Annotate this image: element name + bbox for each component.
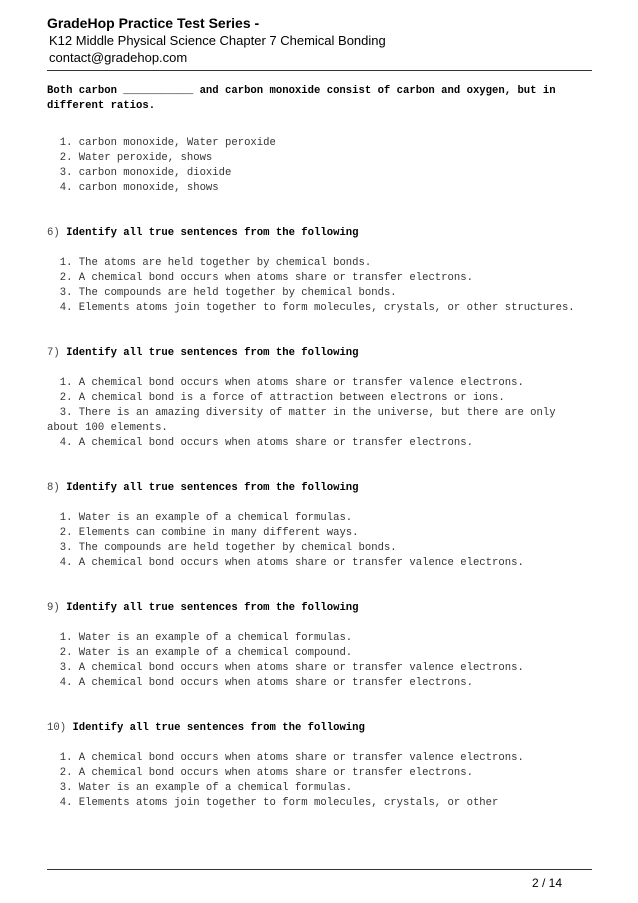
question-options	[47, 631, 592, 691]
option: 2. Water peroxide, shows	[47, 152, 213, 164]
header-email: contact@gradehop.com	[49, 50, 188, 65]
question-number: 9)	[47, 602, 60, 614]
option: 2. A chemical bond is a force of attraction between electrons or ions.	[47, 392, 505, 404]
intro-question	[47, 84, 592, 196]
question-9	[47, 601, 592, 691]
question-heading	[47, 481, 592, 496]
option: 4. A chemical bond occurs when atoms share or transfer electrons.	[47, 437, 473, 449]
option: 4. Elements atoms join together to form molecules, crystals, or other	[47, 797, 499, 809]
intro-options	[47, 136, 592, 196]
intro-question-text: Both carbon ___________ and carbon monoxide consist of carbon and oxygen, but in different ratios.	[47, 85, 556, 112]
option: 3. The compounds are held together by chemical bonds.	[47, 287, 397, 299]
option: 2. Elements can combine in many different ways.	[47, 527, 359, 539]
question-6	[47, 226, 592, 316]
option: 1. carbon monoxide, Water peroxide	[47, 137, 276, 149]
question-heading	[47, 346, 592, 361]
option: 3. Water is an example of a chemical formulas.	[47, 782, 353, 794]
question-options	[47, 376, 592, 451]
page-header	[47, 14, 592, 66]
footer-divider	[47, 869, 592, 870]
option: 3. There is an amazing diversity of matter in the universe, but there are only about 100 elements.	[47, 407, 562, 434]
option: 3. The compounds are held together by chemical bonds.	[47, 542, 397, 554]
question-text: Identify all true sentences from the following	[72, 722, 365, 734]
question-text: Identify all true sentences from the following	[66, 227, 359, 239]
option: 3. A chemical bond occurs when atoms share or transfer valence electrons.	[47, 662, 524, 674]
question-content	[47, 84, 592, 841]
header-subtitle: K12 Middle Physical Science Chapter 7 Chemical Bonding	[49, 33, 386, 48]
option: 4. A chemical bond occurs when atoms share or transfer electrons.	[47, 677, 473, 689]
question-text: Identify all true sentences from the following	[66, 347, 359, 359]
option: 4. A chemical bond occurs when atoms share or transfer valence electrons.	[47, 557, 524, 569]
question-7	[47, 346, 592, 451]
header-title: GradeHop Practice Test Series -	[47, 15, 260, 31]
option: 4. carbon monoxide, shows	[47, 182, 219, 194]
question-number: 10)	[47, 722, 67, 734]
question-options	[47, 511, 592, 571]
option: 1. The atoms are held together by chemical bonds.	[47, 257, 372, 269]
option: 2. A chemical bond occurs when atoms share or transfer electrons.	[47, 767, 473, 779]
page-number: 2 / 14	[532, 876, 563, 890]
question-10	[47, 721, 592, 811]
option: 3. carbon monoxide, dioxide	[47, 167, 232, 179]
option: 1. Water is an example of a chemical formulas.	[47, 512, 353, 524]
question-heading	[47, 226, 592, 241]
option: 2. A chemical bond occurs when atoms share or transfer electrons.	[47, 272, 473, 284]
question-number: 7)	[47, 347, 60, 359]
question-text: Identify all true sentences from the following	[66, 482, 359, 494]
option: 1. Water is an example of a chemical formulas.	[47, 632, 353, 644]
question-options	[47, 256, 592, 316]
option: 4. Elements atoms join together to form molecules, crystals, or other structures.	[47, 302, 575, 314]
question-heading	[47, 721, 592, 736]
question-text: Identify all true sentences from the following	[66, 602, 359, 614]
option: 2. Water is an example of a chemical compound.	[47, 647, 353, 659]
question-heading	[47, 601, 592, 616]
header-divider	[47, 70, 592, 71]
question-8	[47, 481, 592, 571]
option: 1. A chemical bond occurs when atoms share or transfer valence electrons.	[47, 377, 524, 389]
question-number: 8)	[47, 482, 60, 494]
question-number: 6)	[47, 227, 60, 239]
option: 1. A chemical bond occurs when atoms share or transfer valence electrons.	[47, 752, 524, 764]
question-options	[47, 751, 592, 811]
